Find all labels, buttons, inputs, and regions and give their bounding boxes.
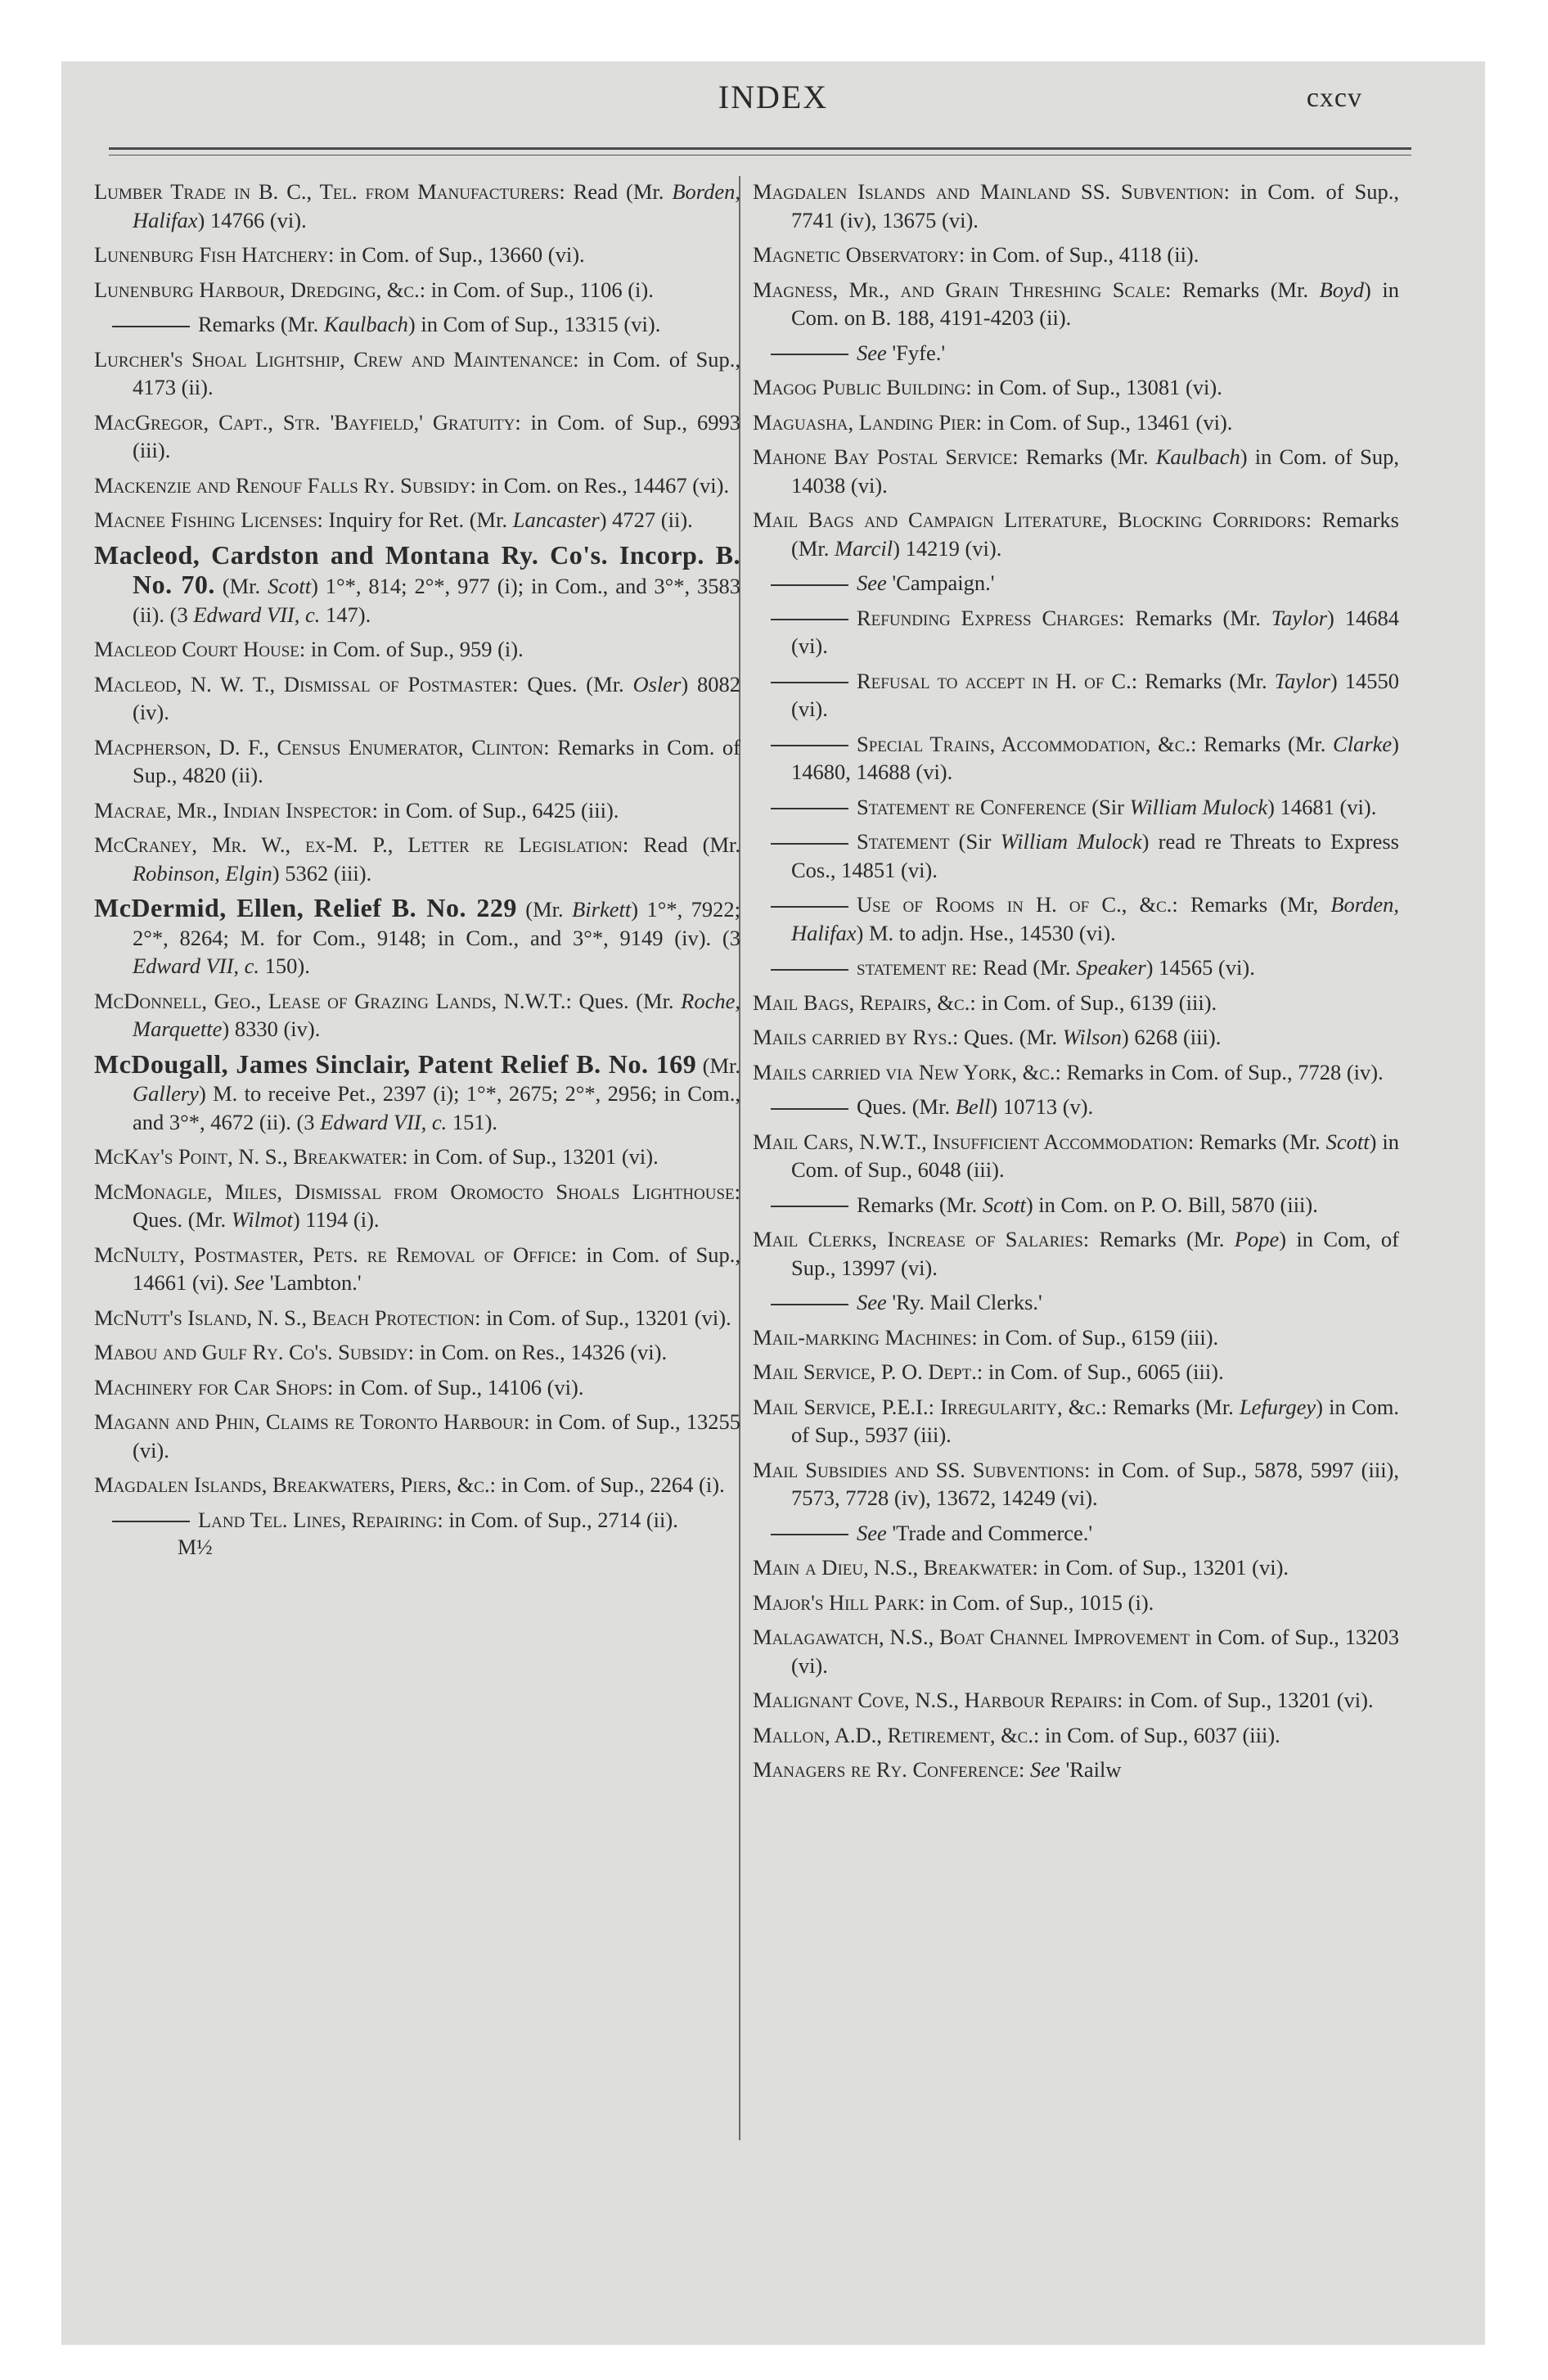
index-entry [94, 541, 740, 629]
entry-text: Remarks (Mr. [1089, 1227, 1235, 1251]
index-entry [94, 471, 740, 500]
entry-text: in Com. of Sup., 6139 (iii). [975, 989, 1217, 1015]
entry-italic: Edward VII, c. [320, 1109, 448, 1134]
index-entry [94, 1338, 740, 1367]
entry-text: ) read re Threats to Express Cos., 14851 (vi). [791, 829, 1399, 882]
entry-heading: MacGregor, Capt., Str. 'Bayfield,' Gratuity: [94, 409, 521, 435]
entry-heading: Mail Subsidies and SS. Subventions: [753, 1457, 1091, 1482]
entry-text: in Com. of Sup., 6037 (iii). [1039, 1722, 1280, 1747]
entry-heading: Managers re Ry. Conference: [753, 1757, 1025, 1782]
entry-text: Remarks (Mr. [791, 507, 1399, 561]
entry-text: Read (Mr. [565, 179, 673, 204]
entry-text: 151). [447, 1109, 498, 1134]
entry-text: Remarks (Mr. [1106, 1394, 1240, 1419]
entry-italic: See [857, 570, 887, 595]
entry-heading: Magog Public Building: [753, 375, 972, 399]
index-entry [94, 506, 740, 534]
index-entry [753, 890, 1399, 947]
entry-text: ) in Com. on P. O. Bill, 5870 (iii). [1025, 1192, 1318, 1217]
index-entry [94, 276, 740, 304]
index-entry [94, 178, 740, 234]
index-entry [753, 178, 1399, 234]
entry-text: ) 5362 (iii). [272, 860, 372, 886]
ditto-dash [771, 745, 848, 746]
index-entry [753, 1589, 1399, 1617]
entry-italic: Pope [1234, 1227, 1280, 1251]
entry-text: in Com. of Sup., 14661 (vi). [133, 1242, 740, 1295]
entry-heading: Malagawatch, N.S., Boat Channel Improvement [753, 1625, 1190, 1649]
ditto-dash [771, 682, 848, 683]
entry-text: ) 14219 (vi). [893, 535, 1002, 561]
entry-heading: Magdalen Islands, Breakwaters, Piers, &c.: [94, 1472, 496, 1497]
signature-mark: M½ [178, 1535, 213, 1559]
entry-italic: Taylor [1274, 668, 1330, 693]
index-entry [94, 1373, 740, 1402]
ditto-dash [112, 1521, 190, 1522]
entry-heading: Macpherson, D. F., Census Enumerator, Clinton: [94, 734, 550, 760]
entry-text: ) in Com of Sup., 13315 (vi). [407, 312, 661, 336]
entry-text: ) in Com. of Sup., 5937 (iii). [791, 1394, 1399, 1447]
entry-text: ) 14680, 14688 (vi). [791, 731, 1399, 784]
index-entry [94, 733, 740, 790]
entry-text: in Com. of Sup., 14106 (vi). [333, 1374, 584, 1400]
index-entry [753, 1323, 1399, 1352]
entry-italic: Bell [955, 1094, 991, 1119]
entry-italic: William Mulock [1129, 794, 1268, 819]
entry-heading-bold: McDougall, James Sinclair, Patent Relief B. No. 169 [94, 1048, 697, 1079]
entry-text: ) in Com, of Sup., 13997 (vi). [791, 1227, 1399, 1280]
page-header [61, 61, 1485, 151]
entry-text: ) 14565 (vi). [1145, 955, 1255, 980]
entry-heading: McNulty, Postmaster, Pets. re Removal of Office: [94, 1242, 578, 1267]
entry-text: (Sir [949, 829, 1001, 854]
entry-text: in Com. of Sup., 13201 (vi). [407, 1144, 659, 1169]
entry-heading: Macnee Fishing Licenses: [94, 507, 323, 532]
entry-heading: Use of Rooms in H. of C., &c.: [857, 892, 1178, 917]
entry-text: ) 1194 (i). [292, 1207, 380, 1232]
entry-heading: McNutt's Island, N. S., Beach Protection: [94, 1305, 481, 1330]
entry-heading: McMonagle, Miles, Dismissal from Oromocto Shoals Lighthouse: [94, 1179, 740, 1204]
entry-text: Read (Mr. [628, 832, 740, 857]
entry-italic: See [1030, 1757, 1060, 1782]
index-entry [94, 670, 740, 727]
entry-text: (Sir [1086, 794, 1130, 819]
ditto-dash [771, 1206, 848, 1207]
ditto-dash [771, 584, 848, 586]
entry-text: ) M. to adjn. Hse., 14530 (vi). [856, 920, 1116, 945]
entry-italic: Scott [982, 1192, 1026, 1217]
index-entry [94, 1050, 740, 1137]
entry-italic: William Mulock [1000, 829, 1142, 854]
entry-heading: Magness, Mr., and Grain Threshing Scale: [753, 277, 1172, 302]
entry-text: in Com. of Sup., 4173 (ii). [133, 346, 740, 399]
entry-heading: Macrae, Mr., Indian Inspector: [94, 797, 378, 823]
entry-text: Remarks (Mr. [198, 312, 324, 336]
ditto-dash [771, 619, 848, 620]
entry-italic: Marcil [835, 535, 893, 561]
entry-heading: Mail Service, P.E.I.: Irregularity, &c.: [753, 1394, 1107, 1419]
entry-text: 'Trade and Commerce.' [886, 1520, 1093, 1545]
entry-text: Remarks (Mr. [1018, 444, 1156, 469]
ditto-dash [771, 1108, 848, 1110]
entry-heading: Mabou and Gulf Ry. Co's. Subsidy: [94, 1340, 414, 1364]
entry-text: Remarks (Mr. [1196, 731, 1334, 756]
entry-text: ) 1°*, 7922; 2°*, 8264; M. for Com., 9148; in Com., and 3°*, 9149 (iv). (3 [133, 897, 740, 950]
entry-heading: Mail Bags, Repairs, &c.: [753, 989, 976, 1015]
entry-text: in Com. of Sup., 6425 (iii). [377, 797, 619, 823]
index-entry [753, 1686, 1399, 1715]
index-entry [753, 953, 1399, 982]
header-rule [109, 147, 1411, 150]
index-entry [94, 1241, 740, 1297]
entry-heading: Mails carried by Rys.: [753, 1025, 959, 1049]
entry-text: 'Lambton.' [264, 1270, 362, 1295]
entry-heading: Macleod, N. W. T., Dismissal of Postmaster: [94, 671, 519, 696]
ditto-dash [771, 808, 848, 809]
entry-italic: Roche, Marquette [133, 988, 740, 1041]
entry-heading: McCraney, Mr. W., ex-M. P., Letter re Legislation: [94, 832, 629, 857]
entry-italic: Speaker [1076, 955, 1146, 980]
index-entry [753, 730, 1399, 787]
index-entry [753, 1128, 1399, 1184]
entry-italic: Gallery [133, 1081, 199, 1106]
entry-heading: Magdalen Islands and Mainland SS. Subvention: [753, 179, 1230, 204]
index-entry [753, 1358, 1399, 1386]
index-entry [753, 276, 1399, 332]
entry-text: 'Ry. Mail Clerks.' [886, 1290, 1042, 1314]
entry-text: ) 6268 (iii). [1121, 1025, 1222, 1049]
entry-text: Ques. (Mr. [133, 1207, 232, 1232]
entry-text: Ques. (Mr. [518, 671, 633, 696]
entry-text: in Com. of Sup., 7741 (iv), 13675 (vi). [791, 179, 1399, 232]
index-entry [753, 241, 1399, 269]
entry-italic: Birkett [572, 897, 632, 922]
entry-text: Remarks in Com. of Sup., 4820 (ii). [133, 734, 740, 787]
right-column [753, 178, 1399, 1791]
entry-text: (Mr. [214, 574, 268, 598]
entry-italic: Scott [1325, 1129, 1370, 1154]
index-entry [753, 1553, 1399, 1582]
index-entry [94, 1143, 740, 1171]
entry-italic: Kaulbach [323, 312, 408, 336]
entry-text: ) 4727 (ii). [599, 507, 693, 532]
entry-heading: Macleod Court House: [94, 637, 306, 661]
index-entry [94, 1471, 740, 1499]
entry-italic: Robinson, Elgin [133, 860, 272, 886]
entry-text: Remarks (Mr. [1171, 277, 1320, 302]
ditto-dash [771, 1534, 848, 1535]
entry-heading: Main a Dieu, N.S., Breakwater: [753, 1555, 1038, 1580]
entry-italic: Lancaster [512, 507, 600, 532]
index-entry [753, 1093, 1399, 1121]
entry-heading-bold: McDermid, Ellen, Relief B. No. 229 [94, 893, 517, 922]
entry-text: ) 8330 (iv). [222, 1016, 321, 1041]
entry-text: 'Fyfe.' [886, 340, 946, 365]
entry-text: Ques. (Mr. [857, 1094, 956, 1119]
index-entry [753, 604, 1399, 660]
entry-italic: See [234, 1270, 265, 1295]
index-entry [753, 1225, 1399, 1282]
index-entry [753, 506, 1399, 562]
index-entry [753, 408, 1399, 437]
entry-heading: Machinery for Car Shops: [94, 1374, 334, 1400]
entry-heading-bold: Macleod, Cardston and Montana Ry. Co's. Incorp. B. No. 70. [94, 539, 740, 599]
entry-text: in Com. of Sup., 5878, 5997 (iii), 7573, 7728 (iv), 13672, 14249 (vi). [791, 1457, 1400, 1510]
index-entry [94, 1304, 740, 1332]
entry-italic: Borden, Halifax [791, 892, 1399, 945]
entry-italic: See [857, 1290, 887, 1314]
index-entry [753, 569, 1399, 597]
entry-text: in Com. of Sup., 2264 (i). [495, 1472, 725, 1497]
entry-italic: Kaulbach [1155, 444, 1240, 469]
entry-heading: Mahone Bay Postal Service: [753, 444, 1019, 469]
entry-text: 'Railw [1060, 1757, 1122, 1782]
entry-text: in Com. on Res., 14467 (vi). [475, 472, 730, 498]
index-entry [753, 827, 1399, 884]
entry-italic: Taylor [1271, 605, 1328, 630]
entry-text: in Com. of Sup., 4118 (ii). [965, 242, 1199, 267]
entry-text: ) 14681 (vi). [1267, 794, 1377, 819]
index-entry [753, 989, 1399, 1017]
entry-heading: McKay's Point, N. S., Breakwater: [94, 1144, 408, 1169]
entry-text: in Com. of Sup., 13201 (vi). [1123, 1688, 1374, 1712]
entry-text: in Com. on Res., 14326 (vi). [413, 1340, 668, 1364]
entry-text: Remarks (Mr. [857, 1192, 983, 1217]
entry-text: in Com. of Sup., 13081 (vi). [971, 375, 1222, 399]
entry-heading: Lunenburg Fish Hatchery: [94, 242, 335, 267]
entry-italic: See [857, 1520, 887, 1545]
entry-italic: Borden, Halifax [133, 179, 740, 232]
entry-heading: Maguasha, Landing Pier: [753, 409, 983, 435]
entry-italic: See [857, 340, 887, 365]
entry-text: in Com. of Sup., 13255 (vi). [133, 1409, 740, 1463]
entry-heading: Malignant Cove, N.S., Harbour Repairs: [753, 1688, 1123, 1712]
entry-text: Remarks in Com. of Sup., 7728 (iv). [1060, 1059, 1384, 1084]
ditto-dash [771, 906, 848, 908]
entry-italic: Osler [632, 671, 682, 696]
entry-heading: Mail-marking Machines: [753, 1324, 978, 1350]
entry-heading: Refunding Express Charges: [857, 605, 1125, 630]
index-entry [94, 987, 740, 1044]
entry-heading: Mail Bags and Campaign Literature, Blocking Corridors: [753, 507, 1312, 532]
entry-heading: Mail Cars, N.W.T., Insufficient Accommodation: [753, 1129, 1195, 1154]
index-entry [753, 1519, 1399, 1548]
index-entry [753, 1456, 1399, 1512]
entry-italic: Wilmot [231, 1207, 293, 1232]
header-rule-thin [109, 155, 1411, 156]
index-entry [94, 796, 740, 825]
index-entry [753, 373, 1399, 402]
index-entry [753, 1393, 1399, 1449]
ditto-dash [771, 843, 848, 845]
index-entry [94, 1506, 740, 1535]
index-entry [94, 894, 740, 980]
entry-text: in Com. of Sup., 1015 (i). [925, 1589, 1154, 1615]
entry-text: 147). [320, 602, 371, 627]
entry-text: Ques. (Mr. [958, 1025, 1063, 1049]
entry-heading: Mallon, A.D., Retirement, &c.: [753, 1722, 1040, 1747]
index-entry [94, 345, 740, 402]
entry-text: ) 8082 (iv). [133, 671, 741, 724]
index-entry [94, 635, 740, 664]
index-entry [94, 1178, 740, 1234]
entry-text: in Com. of Sup., 959 (i). [305, 637, 524, 661]
entry-text: ) 14684 (vi). [791, 605, 1400, 658]
entry-heading: Mail Clerks, Increase of Salaries: [753, 1227, 1090, 1251]
entry-text: Remarks (Mr, [1177, 892, 1331, 917]
entry-italic: Scott [268, 574, 312, 598]
entry-text: ) in Com. of Sup, 14038 (vi). [791, 444, 1399, 498]
entry-text: in Com. of Sup., 6993 (iii). [133, 409, 740, 462]
entry-text: Remarks (Mr. [1194, 1129, 1326, 1154]
ditto-dash [112, 326, 190, 327]
entry-text: 150). [259, 953, 310, 978]
entry-heading: Special Trains, Accommodation, &c.: [857, 731, 1197, 756]
page-title: INDEX [718, 79, 829, 115]
entry-heading: Land Tel. Lines, Repairing: [198, 1507, 443, 1532]
entry-text: in Com. of Sup., 1106 (i). [425, 277, 654, 302]
entry-text: ) in Com. on B. 188, 4191-4203 (ii). [791, 277, 1400, 330]
entry-heading: Statement [857, 829, 950, 854]
entry-heading: Lurcher's Shoal Lightship, Crew and Maintenance: [94, 346, 579, 372]
left-column [94, 178, 740, 1560]
index-page [61, 61, 1485, 2345]
index-entry [753, 1191, 1399, 1219]
index-entry [753, 1058, 1399, 1087]
ditto-dash [771, 969, 848, 971]
entry-heading: Refusal to accept in H. of C.: [857, 668, 1138, 693]
entry-text: ) 1°*, 814; 2°*, 977 (i); in Com., and 3°*, 3583 (ii). (3 [133, 574, 740, 627]
entry-text: Ques. (Mr. [571, 988, 682, 1013]
entry-text: ) 14550 (vi). [791, 668, 1399, 721]
entry-heading: Mails carried via New York, &c.: [753, 1059, 1061, 1084]
index-entry [753, 1023, 1399, 1052]
index-entry [94, 1408, 740, 1464]
page-number: cxcv [1306, 83, 1362, 113]
entry-text: ) 14766 (vi). [197, 207, 307, 232]
entry-text: in Com. of Sup., 2714 (ii). [443, 1507, 678, 1532]
entry-italic: Edward VII, c. [193, 602, 321, 627]
index-entry [753, 667, 1399, 723]
index-entry [753, 793, 1399, 822]
entry-italic: Clarke [1333, 731, 1393, 756]
entry-text: ) 10713 (v). [990, 1094, 1094, 1119]
entry-text: in Com. of Sup., 13201 (vi). [1037, 1555, 1289, 1580]
entry-heading: Statement re Conference [857, 794, 1087, 819]
entry-heading: statement re: [857, 955, 978, 980]
entry-text: in Com. of Sup., 6065 (iii). [983, 1359, 1224, 1384]
entry-heading: Major's Hill Park: [753, 1589, 925, 1615]
entry-italic: Wilson [1062, 1025, 1122, 1049]
index-entry [753, 1288, 1399, 1317]
entry-text: in Com. of Sup., 13201 (vi). [480, 1305, 731, 1330]
index-entry [94, 310, 740, 339]
index-entry [753, 339, 1399, 367]
index-entry [94, 408, 740, 465]
entry-heading: Magnetic Observatory: [753, 242, 965, 267]
entry-heading: McDonnell, Geo., Lease of Grazing Lands, N.W.T.: [94, 988, 572, 1013]
ditto-dash [771, 1304, 848, 1305]
entry-text: Remarks (Mr. [1137, 668, 1275, 693]
entry-heading: Lumber Trade in B. C., Tel. from Manufacturers: [94, 179, 565, 204]
entry-text: ) in Com. of Sup., 6048 (iii). [791, 1129, 1399, 1182]
entry-italic: Edward VII, c. [133, 953, 260, 978]
index-entry [753, 1623, 1399, 1679]
entry-text: Inquiry for Ret. (Mr. [322, 507, 513, 532]
ditto-dash [771, 354, 848, 355]
index-entry [753, 443, 1399, 499]
entry-text: ) M. to receive Pet., 2397 (i); 1°*, 2675; 2°*, 2956; in Com., and 3°*, 4672 (ii). (3 [133, 1081, 740, 1134]
entry-text: (Mr. [696, 1053, 741, 1078]
entry-text: in Com. of Sup., 13203 (vi). [791, 1625, 1399, 1678]
entry-heading: Lunenburg Harbour, Dredging, &c.: [94, 277, 426, 302]
entry-text: (Mr. [516, 897, 573, 922]
index-entry [94, 831, 740, 887]
index-entry [753, 1721, 1399, 1750]
index-entry [753, 1756, 1399, 1784]
index-entry [94, 241, 740, 269]
entry-heading: Mail Service, P. O. Dept.: [753, 1359, 983, 1384]
entry-italic: Boyd [1319, 277, 1365, 302]
entry-heading: Mackenzie and Renouf Falls Ry. Subsidy: [94, 472, 476, 498]
entry-heading: Magann and Phin, Claims re Toronto Harbour: [94, 1409, 530, 1434]
entry-text: Remarks (Mr. [1124, 605, 1271, 630]
entry-text: in Com. of Sup., 6159 (iii). [977, 1324, 1219, 1350]
entry-text: in Com. of Sup., 13660 (vi). [334, 242, 585, 267]
entry-text: Read (Mr. [977, 955, 1077, 980]
entry-italic: Lefurgey [1239, 1394, 1316, 1419]
entry-text: in Com. of Sup., 13461 (vi). [982, 409, 1233, 435]
entry-text: 'Campaign.' [886, 570, 995, 595]
